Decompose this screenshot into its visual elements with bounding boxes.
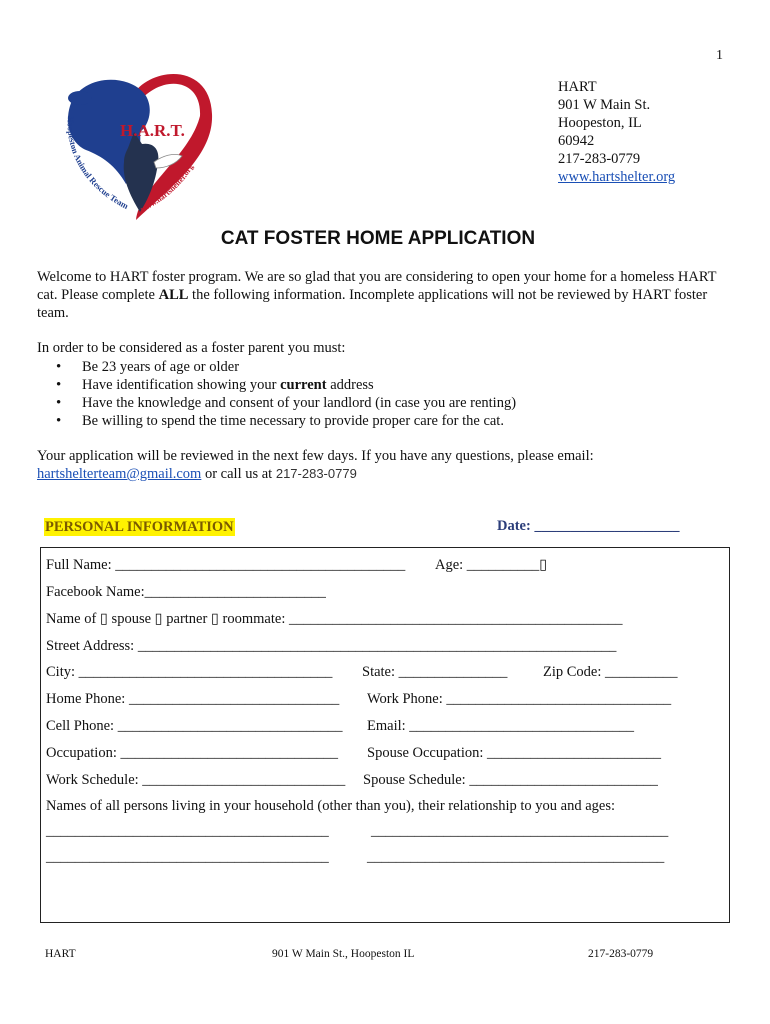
address-street: 901 W Main St. — [558, 97, 651, 113]
review-line: Your application will be reviewed in the next few days. If you have any questions, please email: — [37, 448, 594, 464]
household-line[interactable]: _______________________________________ — [46, 849, 329, 865]
work-schedule-field[interactable]: Work Schedule: ____________________________ — [46, 772, 346, 788]
footer-address: 901 W Main St., Hoopeston IL — [272, 948, 415, 960]
logo-name: H.A.R.T. — [120, 121, 185, 140]
email-link[interactable]: hartshelterteam@gmail.com — [37, 466, 202, 482]
intro-text-1: Welcome to HART foster program. We are so glad that you are considering to open your home for a homeless HART cat. Please complete — [37, 269, 717, 303]
logo-arc-textpath: Hoopeston Animal Rescue Team — [65, 115, 131, 211]
email-field[interactable]: Email: _______________________________ — [367, 718, 635, 734]
age-field[interactable]: Age: __________▯ — [435, 557, 548, 573]
logo-url-textpath: www.hartshelter.org — [138, 162, 196, 214]
occupation-field[interactable]: Occupation: ______________________________ — [46, 745, 338, 761]
website-link[interactable]: www.hartshelter.org — [558, 169, 676, 185]
home-phone-field[interactable]: Home Phone: _____________________________ — [46, 691, 340, 707]
personal-info-form — [40, 547, 730, 923]
work-phone-field[interactable]: Work Phone: _______________________________ — [367, 691, 672, 707]
household-line[interactable]: _________________________________________ — [367, 849, 665, 865]
city-field[interactable]: City: ___________________________________ — [46, 664, 333, 680]
footer-phone: 217-283-0779 — [588, 948, 654, 960]
household-members-label: Names of all persons living in your household (other than you), their relationship to you and ages: — [46, 798, 616, 814]
household-line[interactable]: _________________________________________ — [371, 823, 669, 839]
intro-text-2: the following information. Incomplete applications will not be reviewed by HART foster team. — [37, 287, 708, 321]
spouse-schedule-field[interactable]: Spouse Schedule: __________________________ — [363, 772, 658, 788]
requirement-item: • Be 23 years of age or older — [37, 358, 516, 376]
street-address-field[interactable]: Street Address: __________________________________________________________________ — [46, 638, 617, 654]
review-phone: 217-283-0779 — [275, 466, 357, 481]
requirements-list — [37, 358, 516, 430]
date-field[interactable]: Date: ____________________ — [497, 518, 680, 534]
address-city: Hoopeston, IL — [558, 115, 642, 131]
requirement-item: • Be willing to spend the time necessary to provide proper care for the cat. — [37, 412, 516, 430]
review-paragraph — [37, 447, 737, 483]
intro-paragraph — [37, 268, 727, 322]
spouse-partner-roommate-field[interactable]: Name of ▯ spouse ▯ partner ▯ roommate: ______________________________________________ — [46, 611, 623, 627]
address-org: HART — [558, 79, 597, 95]
zip-code-field[interactable]: Zip Code: __________ — [543, 664, 678, 680]
household-line[interactable]: _______________________________________ — [46, 823, 329, 839]
page-number: 1 — [716, 48, 723, 63]
hart-logo — [50, 66, 220, 226]
full-name-field[interactable]: Full Name: ________________________________________ — [46, 557, 406, 573]
requirements-intro: In order to be considered as a foster parent you must: — [37, 340, 346, 356]
cell-phone-field[interactable]: Cell Phone: _______________________________ — [46, 718, 343, 734]
address-zip: 60942 — [558, 133, 595, 149]
state-field[interactable]: State: _______________ — [362, 664, 508, 680]
facebook-name-field[interactable]: Facebook Name:_________________________ — [46, 584, 326, 600]
footer-org: HART — [45, 948, 76, 960]
intro-bold: ALL — [158, 287, 189, 303]
review-call-text: or call us at — [201, 466, 276, 482]
requirement-item: • Have the knowledge and consent of your landlord (in case you are renting) — [37, 394, 516, 412]
spouse-occupation-field[interactable]: Spouse Occupation: ________________________ — [367, 745, 662, 761]
address-phone: 217-283-0779 — [558, 151, 641, 167]
address-block — [558, 78, 675, 186]
page-title: CAT FOSTER HOME APPLICATION — [220, 228, 536, 249]
requirement-item: • Have identification showing your current address — [37, 376, 516, 394]
personal-information-heading: PERSONAL INFORMATION — [45, 519, 234, 535]
